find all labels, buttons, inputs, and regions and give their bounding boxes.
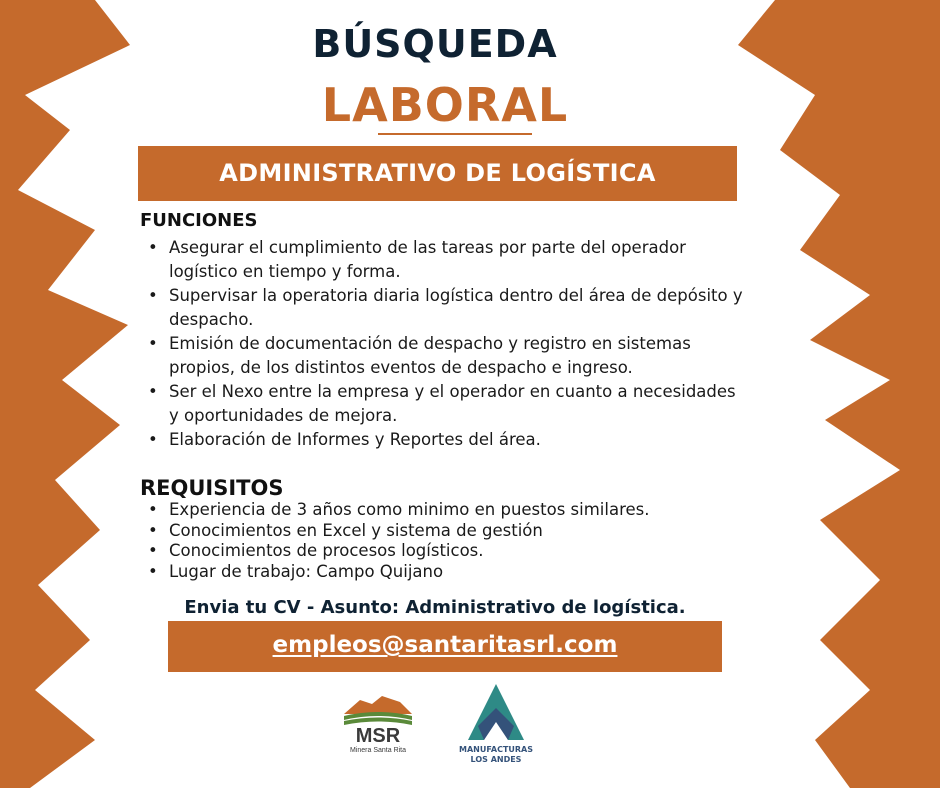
list-item <box>148 521 748 542</box>
list-item-text: Experiencia de 3 años como minimo en puestos similares. <box>169 500 650 519</box>
field-stripe-icon <box>344 718 412 726</box>
bullet-icon: • <box>148 520 158 540</box>
list-item-text: Emisión de documentación de despacho y registro en sistemas propios, de los distintos eventos de despacho e ingreso. <box>169 334 691 377</box>
list-item <box>148 284 748 332</box>
email-band <box>168 621 722 672</box>
list-item <box>148 500 748 521</box>
bullet-icon: • <box>148 500 158 519</box>
list-item <box>148 562 748 583</box>
job-title: ADMINISTRATIVO DE LOGÍSTICA <box>219 159 656 187</box>
list-item-text: Conocimientos de procesos logísticos. <box>169 541 484 560</box>
list-item <box>148 380 748 428</box>
bullet-icon: • <box>148 430 158 449</box>
title-line-1: BÚSQUEDA <box>312 22 558 66</box>
list-item <box>148 428 748 452</box>
bullet-icon: • <box>148 334 158 353</box>
bullet-icon: • <box>148 561 158 581</box>
job-title-band <box>138 146 737 201</box>
title-underline <box>378 133 532 135</box>
bullet-icon: • <box>148 238 158 257</box>
msr-logo <box>338 690 418 760</box>
list-item <box>148 332 748 380</box>
manufacturas-line2: LOS ANDES <box>470 755 522 764</box>
msr-abbr: MSR <box>355 725 401 747</box>
list-item <box>148 236 748 284</box>
manufacturas-logo <box>458 682 534 768</box>
list-item-text: Ser el Nexo entre la empresa y el operador en cuanto a necesidades y oportunidades de mejora. <box>169 382 736 425</box>
funciones-list <box>148 236 748 452</box>
list-item-text: Asegurar el cumplimiento de las tareas por parte del operador logístico en tiempo y forma. <box>169 238 686 281</box>
title-line-2: LABORAL <box>321 78 569 132</box>
list-item-text: Lugar de trabajo: Campo Quijano <box>169 561 444 581</box>
bullet-icon: • <box>148 286 158 305</box>
msr-name: Minera Santa Rita <box>349 747 407 754</box>
email-link[interactable]: empleos@santaritasrl.com <box>272 632 618 658</box>
manufacturas-line1: MANUFACTURAS <box>458 745 534 754</box>
list-item-text: Conocimientos en Excel y sistema de gestión <box>169 520 543 540</box>
bullet-icon: • <box>148 382 158 401</box>
list-item-text: Supervisar la operatoria diaria logística dentro del área de depósito y despacho. <box>169 286 743 329</box>
list-item-text: Elaboración de Informes y Reportes del área. <box>169 430 541 449</box>
requisitos-list <box>148 500 748 582</box>
mountain-icon <box>344 696 412 714</box>
list-item <box>148 541 748 562</box>
bullet-icon: • <box>148 541 158 560</box>
funciones-heading: FUNCIONES <box>140 210 258 231</box>
cv-instruction: Envia tu CV - Asunto: Administrativo de logística. <box>184 597 686 618</box>
requisitos-heading: REQUISITOS <box>140 476 284 500</box>
